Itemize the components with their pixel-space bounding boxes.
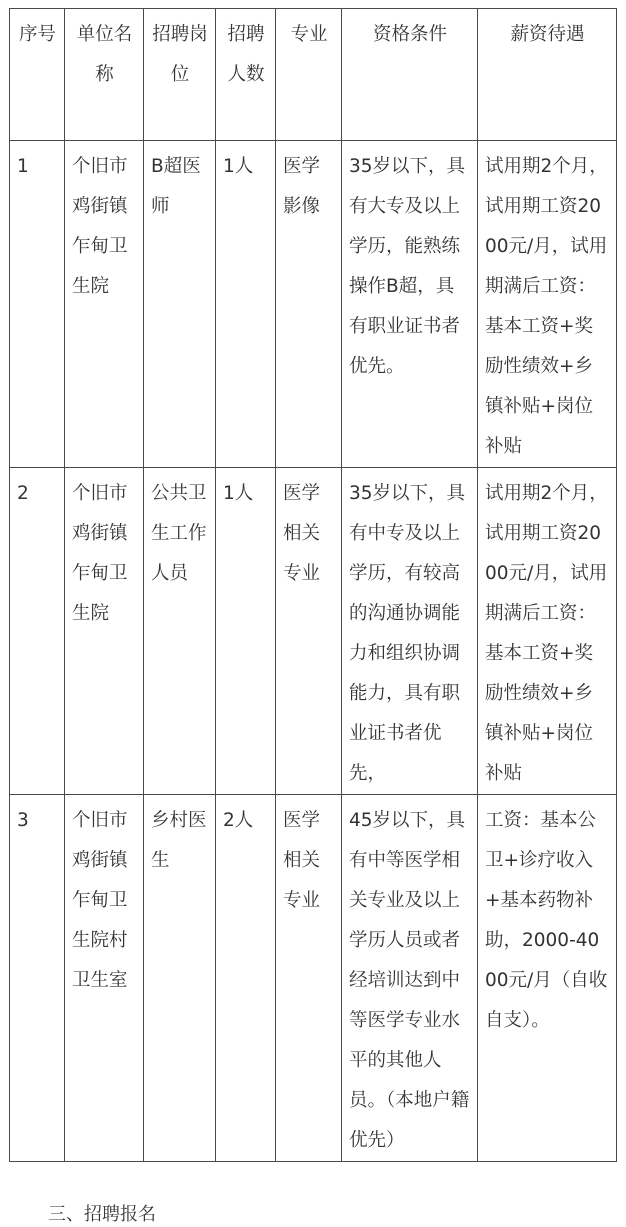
- cell-position: 公共卫生工作人员: [144, 468, 216, 795]
- cell-salary: 试用期2个月，试用期工资2000元/月，试用期满后工资：基本工资+奖励性绩效+乡镇补贴+岗位补贴: [478, 468, 617, 795]
- recruitment-table: [9, 8, 617, 1162]
- cell-position: B超医师: [144, 141, 216, 468]
- cell-requirements: 45岁以下，具有中等医学相关专业及以上学历人员或者经培训达到中等医学专业水平的其他人员。（本地户籍优先）: [342, 795, 478, 1162]
- cell-major: 医学相关专业: [276, 468, 342, 795]
- cell-requirements: 35岁以下，具有大专及以上学历，能熟练操作B超，具有职业证书者优先。: [342, 141, 478, 468]
- cell-major: 医学相关专业: [276, 795, 342, 1162]
- header-cell-no: 序号: [10, 9, 65, 141]
- table-row: [10, 468, 617, 795]
- cell-unit: 个旧市鸡街镇乍甸卫生院: [65, 141, 144, 468]
- table-row: [10, 795, 617, 1162]
- cell-salary: 工资：基本公卫+诊疗收入+基本药物补助，2000-4000元/月（自收自支）。: [478, 795, 617, 1162]
- section-heading: 三、招聘报名: [48, 1204, 156, 1225]
- header-cell-unit: 单位名称: [65, 9, 144, 141]
- cell-requirements: 35岁以下，具有中专及以上学历，有较高的沟通协调能力和组织协调能力，具有职业证书者优先，: [342, 468, 478, 795]
- cell-count: 1人: [216, 141, 276, 468]
- cell-unit: 个旧市鸡街镇乍甸卫生院: [65, 468, 144, 795]
- cell-salary: 试用期2个月，试用期工资2000元/月，试用期满后工资：基本工资+奖励性绩效+乡镇补贴+岗位补贴: [478, 141, 617, 468]
- cell-no: 3: [10, 795, 65, 1162]
- header-cell-salary: 薪资待遇: [478, 9, 617, 141]
- cell-unit: 个旧市鸡街镇乍甸卫生院村卫生室: [65, 795, 144, 1162]
- cell-no: 2: [10, 468, 65, 795]
- table-row: [10, 141, 617, 468]
- header-cell-major: 专业: [276, 9, 342, 141]
- cell-count: 1人: [216, 468, 276, 795]
- table-header-row: [10, 9, 617, 141]
- cell-count: 2人: [216, 795, 276, 1162]
- cell-major: 医学影像: [276, 141, 342, 468]
- header-cell-count: 招聘人数: [216, 9, 276, 141]
- header-cell-position: 招聘岗位: [144, 9, 216, 141]
- cell-position: 乡村医生: [144, 795, 216, 1162]
- cell-no: 1: [10, 141, 65, 468]
- header-cell-requirements: 资格条件: [342, 9, 478, 141]
